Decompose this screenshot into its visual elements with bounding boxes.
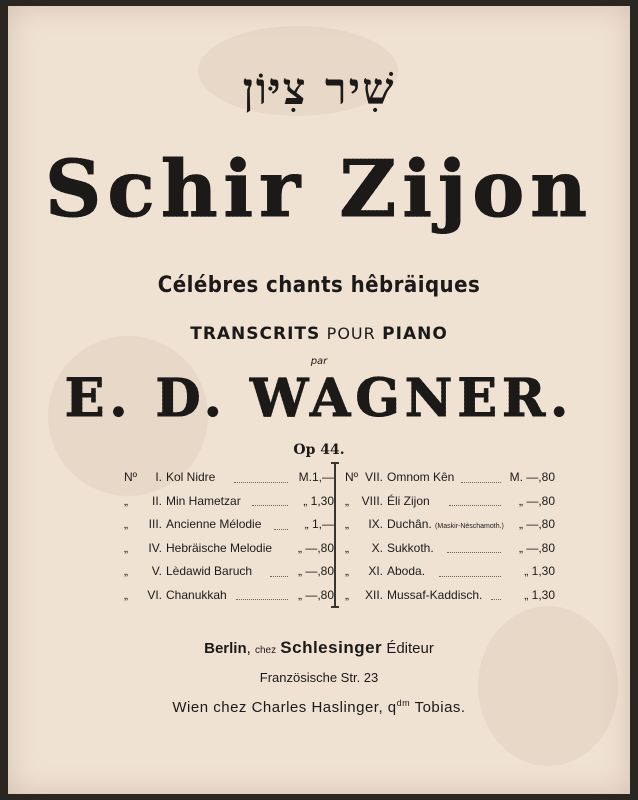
list-item: „ VIII. Éli Zijon „ —,80: [345, 493, 555, 508]
column-divider: [334, 462, 336, 608]
list-item: Nº VII. Omnom Kên M. —,80: [345, 470, 555, 484]
subtitle: Célébres chants hêbräiques: [157, 273, 481, 298]
vienna-publisher: Wien chez Charles Haslinger, $q^{dm}$ Tobias.: [172, 698, 466, 716]
list-item: „ V. Lèdawid Baruch „ —,80: [124, 564, 334, 578]
list-item: „ XI. Aboda. „ 1,30: [345, 564, 555, 578]
list-item: „ II. Min Hametzar „ 1,30: [124, 493, 334, 508]
list-item: „ VI. Chanukkah „ —,80: [124, 587, 334, 602]
pour-word: POUR: [326, 324, 376, 343]
contents-list-right: [345, 466, 555, 607]
main-title: Schir Zijon: [8, 144, 630, 235]
opus-number: Op 44.: [293, 442, 345, 458]
hebrew-title: שִׁיר צִיּוֹן: [242, 64, 396, 115]
publisher-chez: chez: [254, 645, 277, 656]
publisher-role: Éditeur: [386, 640, 434, 657]
sheet-music-cover: [8, 6, 630, 794]
contents-list-left: [124, 466, 334, 607]
list-item: „ III. Ancienne Mélodie „ 1,—: [124, 517, 334, 531]
piano-word: PIANO: [382, 324, 448, 344]
transcription-line: [8, 324, 630, 344]
list-item-note: (Maskir-Nèschamoth.): [435, 523, 504, 530]
list-item: „ X. Sukkoth. „ —,80: [345, 540, 555, 555]
composer-name: E. D. WAGNER.: [8, 368, 630, 429]
list-item: „ IV. Hebräische Melodie „ —,80: [124, 540, 334, 555]
transcrits-word: TRANSCRITS: [190, 324, 321, 344]
publisher-name: Schlesinger: [280, 638, 383, 657]
publisher-address: Französische Str. 23: [259, 670, 379, 685]
publisher-city: Berlin: [204, 640, 247, 657]
list-item: „ IX. Duchân. (Maskir-Nèschamoth.) „ —,80: [345, 517, 555, 531]
list-item: Nº I. Kol Nidre M.1,—: [124, 470, 334, 484]
publisher-line: Berlin, chez Schlesinger Éditeur: [204, 638, 434, 657]
par-text: par: [310, 356, 328, 367]
list-item: „ XII. Mussaf-Kaddisch. „ 1,30: [345, 587, 555, 602]
